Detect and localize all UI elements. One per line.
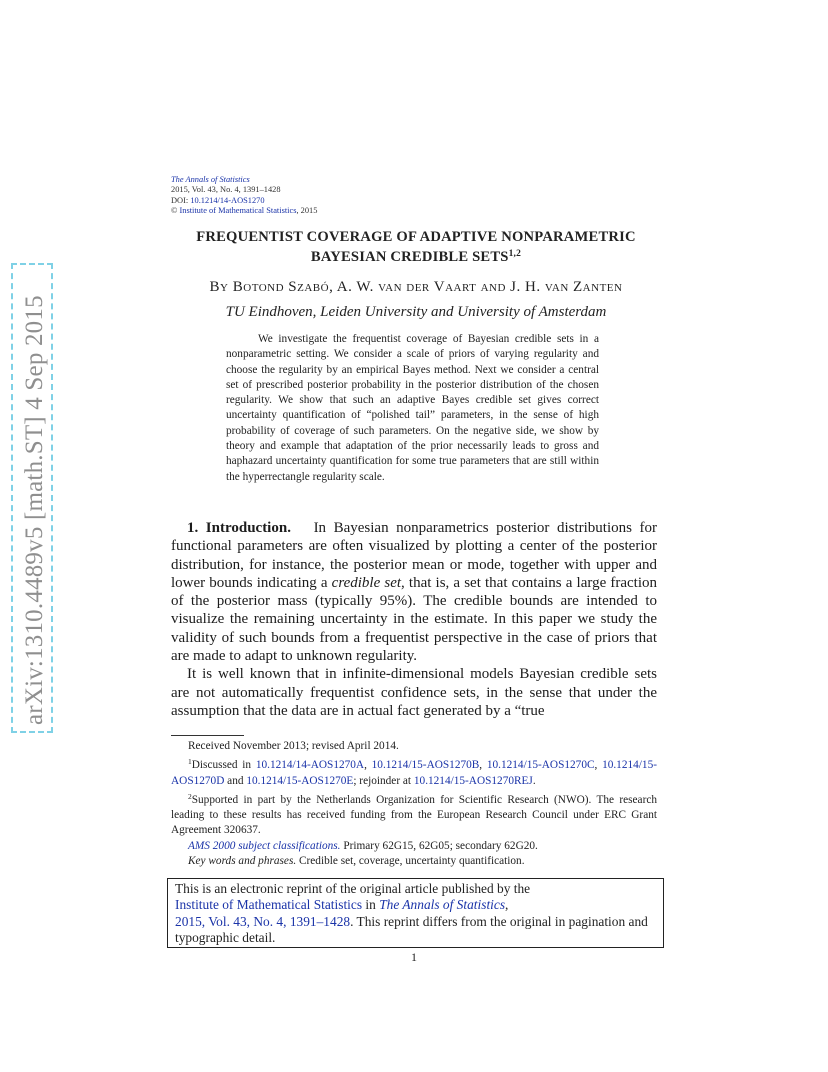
footnotes (171, 739, 657, 869)
volume-line: 2015, Vol. 43, No. 4, 1391–1428 (171, 185, 281, 195)
received-dates: Received November 2013; revised April 2014. (188, 740, 399, 752)
copyright-year: , 2015 (296, 206, 318, 216)
page-number: 1 (411, 950, 417, 964)
authors: By Botond Szabó, A. W. van der Vaart and J. H. van Zanten (209, 279, 623, 295)
ams-link[interactable]: AMS 2000 subject classifications. (188, 839, 341, 852)
doi-link[interactable]: 10.1214/14-AOS1270 (190, 195, 265, 205)
title-line-1: FREQUENTIST COVERAGE OF ADAPTIVE NONPARAMETRIC (196, 229, 636, 245)
intro-paragraph-1: 1. Introduction. In Bayesian nonparametrics posterior distributions for functional parameters are often visualized by plotting a center of the posterior distribution, for instance, the posterior mean or mode, together with upper and lower bounds indicating a credible set, that is, a set that contains a large fraction of the posterior mass (typically 95%). The credible bounds are intended to visualize the remaining uncertainty in the estimate. In this paper we study the validity of such bounds from a frequentist perspective in the case of priors that are made to adapt to unknown regularity. (171, 520, 657, 665)
discussion-link-d[interactable]: 10.1214/15-AOS1270D (171, 759, 657, 787)
reprint-volume-link[interactable]: 2015, Vol. 43, No. 4, 1391–1428 (175, 913, 351, 929)
paper-title (100, 229, 732, 266)
footnote-1: $^1$Discussed in 10.1214/14-AOS1270A, 10.1214/15-AOS1270B, 10.1214/15-AOS1270C, 10.1214/15-AOS1270D and 10.1214/15-AOS1270E; rejoinder at 10.1214/15-AOS1270REJ. (171, 757, 657, 787)
title-line-2: BAYESIAN CREDIBLE SETS (310, 249, 509, 265)
journal-header (171, 175, 317, 217)
reprint-notice: This is an electronic reprint of the original article published by the Institute of Mathematical Statistics in The Annals of Statistics, 2015, Vol. 43, No. 4, 1391–1428. This reprint differs from the original in pagination and typographic detail. (167, 878, 664, 948)
ams-classification: AMS 2000 subject classifications. Primary 62G15, 62G05; secondary 62G20. (188, 839, 538, 852)
institute-link[interactable]: Institute of Mathematical Statistics (179, 206, 297, 216)
copyright-icon: © (171, 206, 178, 216)
discussion-link-e[interactable]: 10.1214/15-AOS1270E (246, 774, 354, 787)
discussion-link-a[interactable]: 10.1214/14-AOS1270A (255, 759, 365, 772)
main-body (171, 519, 657, 720)
affiliation: TU Eindhoven, Leiden University and University of Amsterdam (225, 304, 607, 320)
arxiv-stamp-text[interactable]: arXiv:1310.4489v5 [math.ST] 4 Sep 2015 (21, 295, 48, 725)
rejoinder-link[interactable]: 10.1214/15-AOS1270REJ (413, 774, 533, 787)
reprint-institute-link[interactable]: Institute of Mathematical Statistics (175, 897, 363, 913)
section-heading: 1. Introduction. (187, 520, 291, 536)
discussion-link-b[interactable]: 10.1214/15-AOS1270B (371, 759, 480, 772)
emphasis-credible-set: credible set (331, 574, 402, 591)
abstract: We investigate the frequentist coverage of Bayesian credible sets in a nonparametric setting. We consider a scale of priors of varying regularity and choose the regularity by an empirical Bayes method. Next we consider a central set of prescribed posterior probability in the posterior distribution of the chosen regularity. We show that such an adaptive Bayes credible set gives correct uncertainty quantification of “polished tail” parameters, in the sense of high probability of coverage of such parameters. On the negative side, we show by theory and example that adaptation of the prior necessarily leads to gross and haphazard uncertainty quantification for some true parameters that are still within the hyperrectangle regularity scale. (226, 333, 599, 483)
footnote-2: $^2$Supported in part by the Netherlands Organization for Scientific Research (NWO). The research leading to these results has received funding from the European Research Council under ERC Grant Agreement 320637. (171, 791, 657, 837)
reprint-journal-link[interactable]: The Annals of Statistics (379, 897, 506, 913)
doi-label: DOI: (171, 195, 191, 205)
title-footnote-mark[interactable]: 1,2 (508, 249, 522, 259)
intro-paragraph-2: It is well known that in infinite-dimensional models Bayesian credible sets are not automatically frequentist confidence sets, in the sense that under the assumption that the data are in actual fact generated by a “true (171, 666, 657, 719)
discussion-link-c[interactable]: 10.1214/15-AOS1270C (486, 759, 595, 772)
footnote-divider (171, 735, 244, 736)
keywords: Key words and phrases. Credible set, coverage, uncertainty quantification. (188, 855, 525, 868)
journal-link[interactable]: The Annals of Statistics (171, 175, 250, 184)
